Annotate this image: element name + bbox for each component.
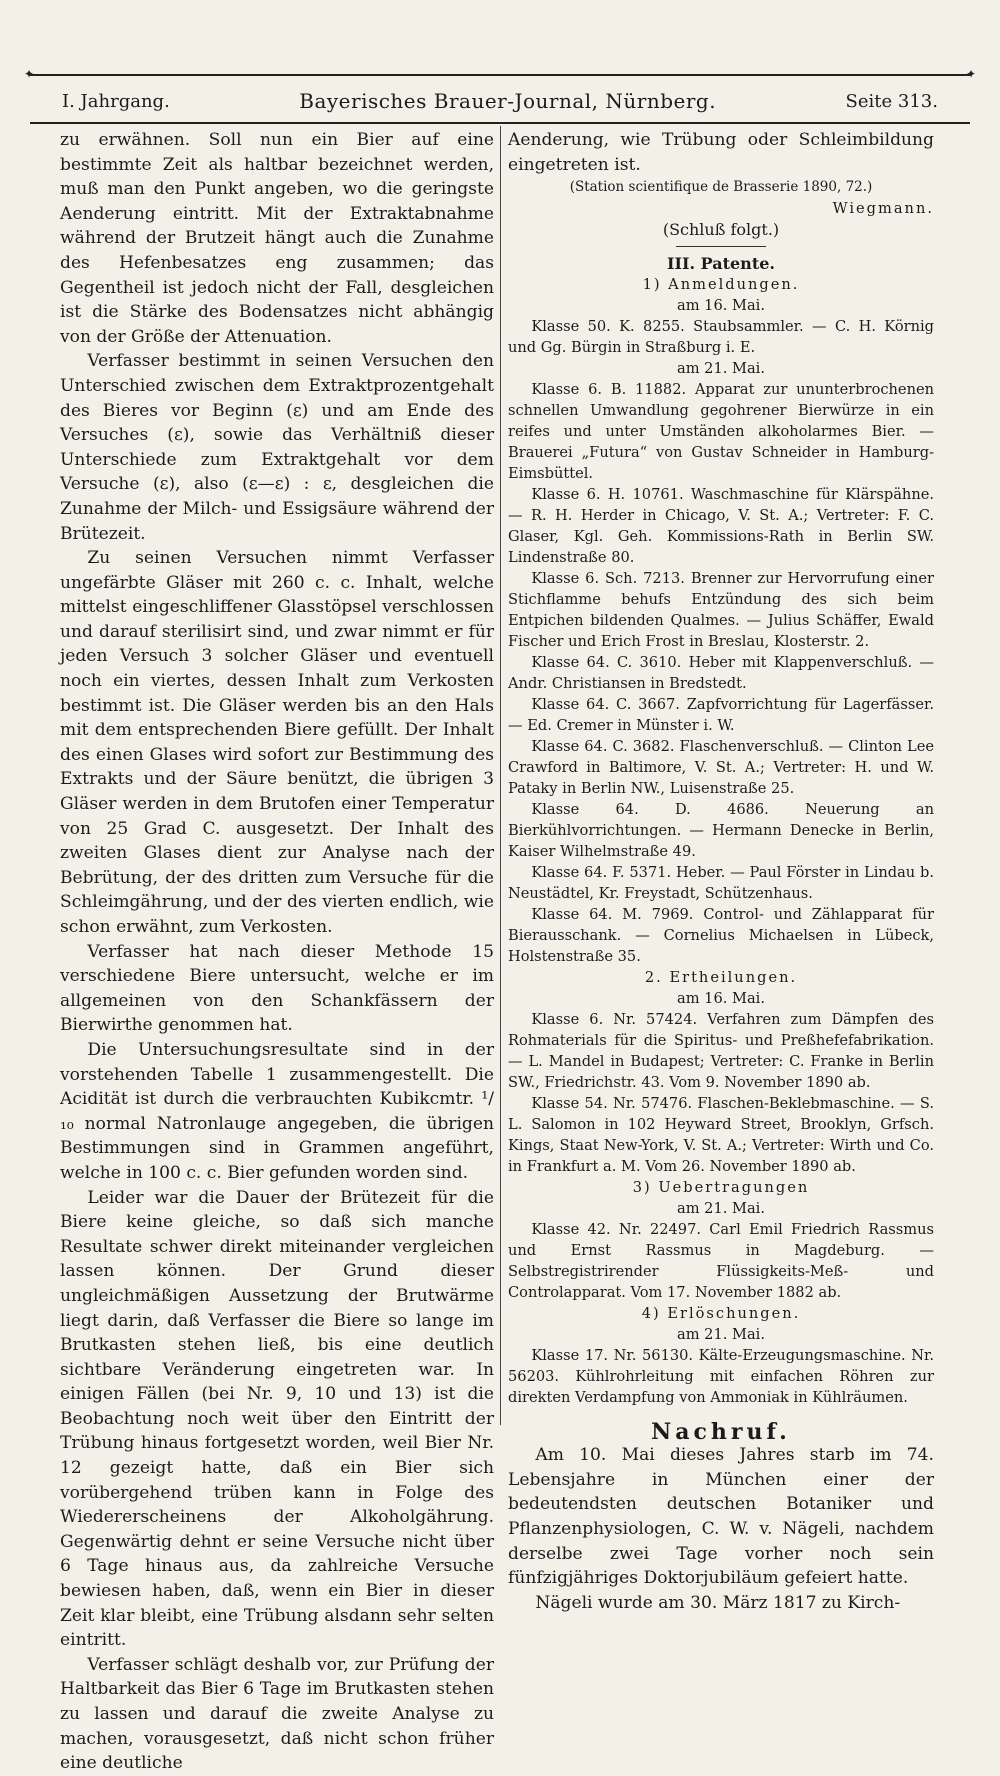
author-name: Wiegmann. [832,200,934,218]
page-number: Seite 313. [845,90,938,112]
section-separator [676,246,766,247]
corner-ornament-right: ✦ [965,67,976,81]
section-title: III. Patente. [667,254,775,274]
date-line: am 16. Mai. [677,297,765,315]
date-line: am 16. Mai. [677,990,765,1008]
subsection-title: 2. Ertheilungen. [644,969,798,987]
patent-entry: Klasse 6. B. 11882. Apparat zur ununterbrochenen schnellen Umwandlung gegohrener Bierwürze in ein reifes und unter Umständen alkoholarmes Bier. — Brauerei „Futura“ von Gustav Schneider in Hamburg-Eimsbüttel. [508,381,934,483]
header-rule [30,122,970,124]
obituary-text: Nägeli wurde am 30. März 1817 zu Kirch- [535,1592,901,1613]
subsection-title: 1) Anmeldungen. [642,276,800,294]
patent-entry: Klasse 6. Sch. 7213. Brenner zur Hervorrufung einer Stichflamme behufs Entzündung des sich beim Entpichen bildenden Qualmes. — Julius Schäffer, Ewald Fischer und Erich Frost in Breslau, Klosterstr. 2. [508,570,934,651]
date-line: am 21. Mai. [677,1200,765,1218]
patent-entry: Klasse 42. Nr. 22497. Carl Emil Friedrich Rassmus und Ernst Rassmus in Magdeburg. — Selbstregistrirender Flüssigkeits-Meß- und Controlapparat. Vom 17. November 1882 ab. [508,1221,934,1302]
paragraph: Verfasser hat nach dieser Methode 15 verschiedene Biere untersucht, welche er im allgemeinen von den Schankfässern der Bierwirthe genommen hat. [60,941,494,1036]
patent-entry: Klasse 64. C. 3610. Heber mit Klappenverschluß. — Andr. Christiansen in Bredstedt. [508,654,934,693]
page-header [62,88,938,114]
volume-label: I. Jahrgang. [62,90,170,112]
paragraph: Leider war die Dauer der Brütezeit für die Biere keine gleiche, so daß sich manche Resultate schwer direkt miteinander vergleichen lassen können. Der Grund dieser ungleichmäßigen Aussetzung der Brutwärme liegt darin, daß Verfasser die Biere so lange im Brutkasten stehen ließ, bis eine deutlich sichtbare Veränderung eingetreten war. In einigen Fällen (bei Nr. 9, 10 und 13) ist die Beobachtung noch weit über den Eintritt der Trübung hinaus fortgesetzt worden, weil Bier Nr. 12 gezeigt hatte, daß ein Bier sich vorübergehend trüben kann in Folge des Wiedererscheinens der Alkoholgährung. Gegenwärtig dehnt er seine Versuche nicht über 6 Tage hinaus aus, da zahlreiche Versuche bewiesen haben, daß, wenn ein Bier in dieser Zeit klar bleibt, eine Trübung alsdann sehr selten eintritt. [60,1187,494,1651]
patent-entry: Klasse 64. D. 4686. Neuerung an Bierkühlvorrichtungen. — Hermann Denecke in Berlin, Kaiser Wilhelmstraße 49. [508,801,934,861]
subsection-title: 4) Erlöschungen. [641,1305,801,1323]
column-divider [500,126,501,1425]
patent-entry: Klasse 64. M. 7969. Control- und Zählapparat für Bierausschank. — Cornelius Michaelsen in Lübeck, Holstenstraße 35. [508,906,934,966]
patent-entry: Klasse 64. C. 3682. Flaschenverschluß. — Clinton Lee Crawford in Baltimore, V. St. A.; Vertreter: H. und W. Pataky in Berlin NW., Luisenstraße 25. [508,738,934,798]
obituary-title: Nachruf. [651,1419,791,1446]
journal-title: Bayerisches Brauer-Journal, Nürnberg. [299,89,717,113]
to-be-continued: (Schluß folgt.) [662,220,780,240]
source-citation: (Station scientifique de Brasserie 1890, 72.) [569,179,873,196]
paragraph: Zu seinen Versuchen nimmt Verfasser ungefärbte Gläser mit 260 c. c. Inhalt, welche mittelst eingeschliffener Glasstöpsel verschlossen und darauf sterilisirt sind, und zwar nimmt er für jeden Versuch 3 solcher Gläser und eventuell noch ein viertes, dessen Inhalt zum Verkosten bestimmt ist. Die Gläser werden bis an den Hals mit dem entsprechenden Biere gefüllt. Der Inhalt des einen Glases wird sofort zur Bestimmung des Extrakts und der Säure benützt, die übrigen 3 Gläser werden in dem Brutofen einer Temperatur von 25 Grad C. ausgesetzt. Der Inhalt des zweiten Glases dient zur Analyse nach der Bebrütung, der des dritten zum Versuche für die Schleimgährung, und der des vierten endlich, wie schon erwähnt, zum Verkosten. [60,548,494,937]
date-line: am 21. Mai. [677,1326,765,1344]
top-rule [30,74,970,76]
patent-entry: Klasse 64. C. 3667. Zapfvorrichtung für Lagerfässer. — Ed. Cremer in Münster i. W. [508,696,934,735]
patent-entry: Klasse 50. K. 8255. Staubsammler. — C. H. Körnig und Gg. Bürgin in Straßburg i. E. [508,318,934,357]
patent-entry: Klasse 6. Nr. 57424. Verfahren zum Dämpfen des Rohmaterials für die Spiritus- und Preßhefefabrikation. — L. Mandel in Budapest; Vertreter: C. Franke in Berlin SW., Friedrichstr. 43. Vom 9. November 1890 ab. [508,1011,934,1092]
left-column [60,128,494,1774]
paragraph: Die Untersuchungsresultate sind in der vorstehenden Tabelle 1 zusammengestellt. Die Acidität ist durch die verbrauchten Kubikcmtr. ¹/₁₀ normal Natronlauge angegeben, die übrigen Bestimmungen sind in Grammen angeführt, welche in 100 c. c. Bier gefunden worden sind. [60,1039,494,1183]
patent-entry: Klasse 64. F. 5371. Heber. — Paul Förster in Lindau b. Neustädtel, Kr. Freystadt, Schützenhaus. [508,864,934,903]
date-line: am 21. Mai. [677,360,765,378]
patent-entry: Klasse 17. Nr. 56130. Kälte-Erzeugungsmaschine. Nr. 56203. Kühlrohrleitung mit einfachen Röhren zur direkten Verdampfung von Ammoniak in Kühlräumen. [508,1347,934,1407]
subsection-title: 3) Uebertragungen [632,1179,810,1197]
paragraph: zu erwähnen. Soll nun ein Bier auf eine bestimmte Zeit als haltbar bezeichnet werden, muß man den Punkt angeben, wo die geringste Aenderung eintritt. Mit der Extraktabnahme während der Brutzeit hängt auch die Zunahme des Hefenbesatzes eng zusammen; das Gegentheil ist jedoch nicht der Fall, desgleichen ist die Stärke des Bodensatzes nicht abhängig von der Größe der Attenuation. [60,130,494,347]
paragraph: Verfasser bestimmt in seinen Versuchen den Unterschied zwischen dem Extraktprozentgehalt des Bieres vor Beginn (ε) und am Ende des Versuches (ε), sowie das Verhältniß dieser Unterschiede zum Extraktgehalt vor dem Versuche (ε), also (ε—ε) : ε, desgleichen die Zunahme der Milch- und Essigsäure während der Brütezeit. [60,351,494,544]
corner-ornament-left: ✦ [24,67,35,81]
continued-text: Aenderung, wie Trübung oder Schleimbildung eingetreten ist. [508,130,934,175]
obituary-text: Am 10. Mai dieses Jahres starb im 74. Lebensjahre in München einer der bedeutendsten deutschen Botaniker und Pflanzenphysiologen, C. W. v. Nägeli, nachdem derselbe zwei Tage vorher noch sein fünfzigjähriges Doktorjubiläum gefeiert hatte. [508,1445,934,1589]
paragraph: Verfasser schlägt deshalb vor, zur Prüfung der Haltbarkeit das Bier 6 Tage im Brutkasten stehen zu lassen und darauf die zweite Analyse zu machen, vorausgesetzt, daß nicht schon früher eine deutliche [60,1654,494,1774]
patent-entry: Klasse 54. Nr. 57476. Flaschen-Beklebmaschine. — S. L. Salomon in 102 Heyward Street, Brooklyn, Grfsch. Kings, Staat New-York, V. St. A.; Vertreter: Wirth und Co. in Frankfurt a. M. Vom 26. November 1890 ab. [508,1095,934,1176]
patent-entry: Klasse 6. H. 10761. Waschmaschine für Klärspähne. — R. H. Herder in Chicago, V. St. A.; Vertreter: F. C. Glaser, Kgl. Geh. Kommissions-Rath in Berlin SW. Lindenstraße 80. [508,486,934,567]
right-column [508,128,934,1613]
